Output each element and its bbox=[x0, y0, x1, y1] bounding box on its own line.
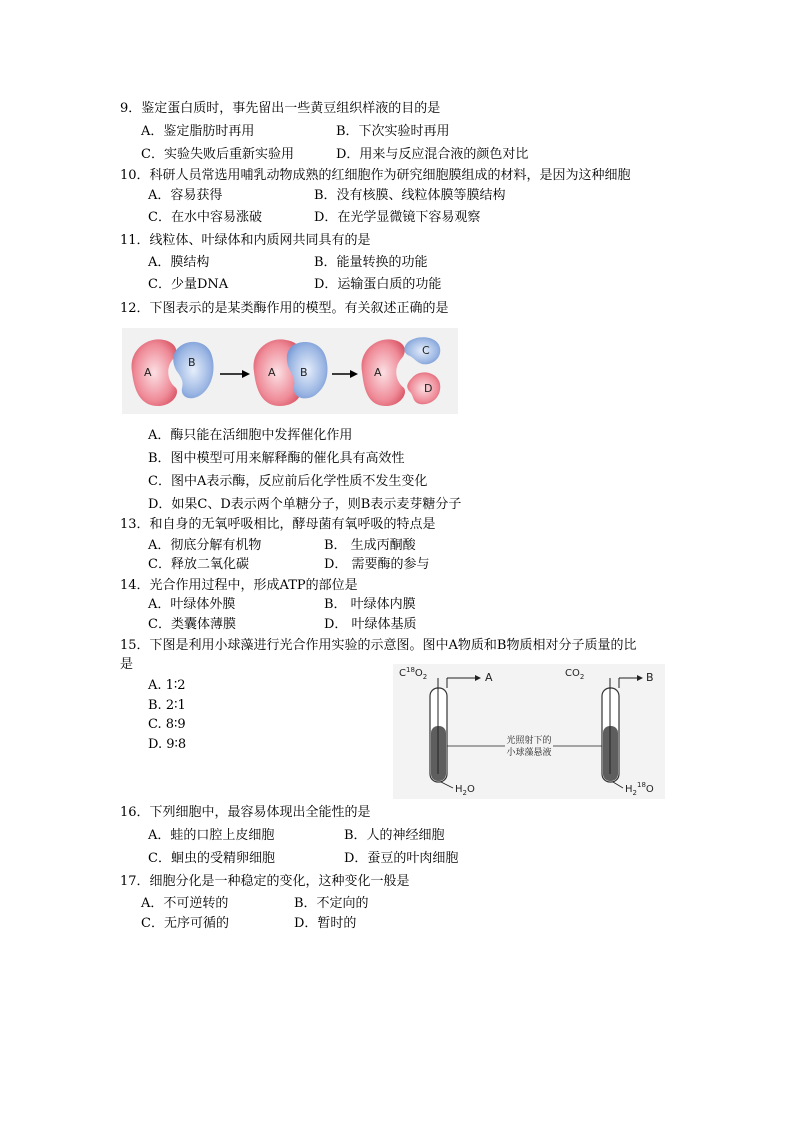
question-16-stem: 16．下列细胞中，最容易体现出全能性的是 bbox=[120, 805, 371, 820]
question-17-stem: 17．细胞分化是一种稳定的变化，这种变化一般是 bbox=[120, 874, 410, 889]
question-13-option-c: C．释放二氧化碳 bbox=[148, 557, 249, 572]
enzyme-model-figure bbox=[122, 328, 458, 414]
left-gas-label: $C^{18}O_2$ bbox=[399, 666, 428, 681]
question-16-option-d: D．蚕豆的叶肉细胞 bbox=[344, 851, 459, 866]
center-label-line1: 光照射下的 bbox=[506, 736, 552, 746]
question-16-option-c: C．蛔虫的受精卵细胞 bbox=[148, 851, 275, 866]
question-9-stem: 9．鉴定蛋白质时，事先留出一些黄豆组织样液的目的是 bbox=[120, 101, 441, 116]
question-9-option-d: D．用来与反应混合液的颜色对比 bbox=[336, 147, 529, 162]
left-water-label: $H_2O$ bbox=[455, 784, 475, 797]
right-gas-label: $CO_2$ bbox=[565, 668, 585, 681]
label-a-1: A bbox=[144, 366, 152, 379]
question-11-option-c: C．少量DNA bbox=[148, 277, 229, 292]
question-17-option-b: B．不定向的 bbox=[294, 896, 369, 911]
question-13-option-d: D． 需要酶的参与 bbox=[324, 557, 430, 572]
question-10-option-c: C．在水中容易涨破 bbox=[148, 210, 262, 225]
left-outlet-label: A bbox=[485, 671, 493, 684]
right-water-label: $H_2^{18}O$ bbox=[625, 781, 654, 797]
question-9-option-c: C．实验失败后重新实验用 bbox=[141, 147, 294, 162]
question-15-option-a: A. 1∶2 bbox=[148, 678, 186, 693]
question-14-stem: 14．光合作用过程中，形成ATP的部位是 bbox=[120, 578, 358, 593]
question-15-option-d: D. 9∶8 bbox=[148, 737, 187, 752]
question-10-option-a: A．容易获得 bbox=[148, 188, 223, 203]
question-15-option-c: C. 8∶9 bbox=[148, 717, 186, 732]
center-label-line2: 小球藻悬液 bbox=[506, 748, 552, 758]
label-c: C bbox=[422, 344, 430, 357]
label-a-2: A bbox=[268, 366, 276, 379]
question-12-option-d: D．如果C、D表示两个单糖分子，则B表示麦芽糖分子 bbox=[148, 497, 462, 512]
question-13-option-b: B． 生成丙酮酸 bbox=[324, 538, 416, 553]
question-10-stem: 10．科研人员常选用哺乳动物成熟的红细胞作为研究细胞膜组成的材料，是因为这种细胞 bbox=[120, 168, 631, 183]
question-14-option-a: A．叶绿体外膜 bbox=[148, 597, 236, 612]
question-12-option-b: B．图中模型可用来解释酶的催化具有高效性 bbox=[148, 451, 405, 466]
question-14-option-b: B． 叶绿体内膜 bbox=[324, 597, 416, 612]
question-12-option-c: C．图中A表示酶，反应前后化学性质不发生变化 bbox=[148, 474, 428, 489]
question-15-stem-line2: 是 bbox=[120, 657, 134, 672]
question-14-option-c: C．类囊体薄膜 bbox=[148, 617, 236, 632]
right-outlet-label: B bbox=[646, 671, 654, 684]
question-16-option-b: B．人的神经细胞 bbox=[344, 828, 445, 843]
label-b-2: B bbox=[300, 366, 308, 379]
question-15-option-b: B. 2∶1 bbox=[148, 698, 186, 713]
question-10-option-b: B．没有核膜、线粒体膜等膜结构 bbox=[314, 188, 506, 203]
question-17-option-d: D．暂时的 bbox=[294, 916, 357, 931]
question-17-option-a: A．不可逆转的 bbox=[141, 896, 229, 911]
question-15-stem-line1: 15．下图是利用小球藻进行光合作用实验的示意图。图中A物质和B物质相对分子质量的比 bbox=[120, 638, 637, 653]
question-14-option-d: D． 叶绿体基质 bbox=[324, 617, 417, 632]
question-13-option-a: A．彻底分解有机物 bbox=[148, 538, 262, 553]
question-9-option-a: A．鉴定脂肪时再用 bbox=[141, 124, 255, 139]
label-a-3: A bbox=[374, 366, 382, 379]
question-11-option-d: D．运输蛋白质的功能 bbox=[314, 277, 442, 292]
question-12-stem: 12．下图表示的是某类酶作用的模型。有关叙述正确的是 bbox=[120, 301, 449, 316]
question-16-option-a: A．蛙的口腔上皮细胞 bbox=[148, 828, 275, 843]
label-b-1: B bbox=[188, 356, 196, 369]
question-9-option-b: B．下次实验时再用 bbox=[336, 124, 450, 139]
label-d: D bbox=[424, 382, 433, 395]
chlorella-experiment-figure bbox=[393, 664, 665, 799]
question-11-stem: 11．线粒体、叶绿体和内质网共同具有的是 bbox=[120, 233, 371, 248]
question-11-option-a: A．膜结构 bbox=[148, 255, 210, 270]
question-17-option-c: C．无序可循的 bbox=[141, 916, 229, 931]
question-10-option-d: D．在光学显微镜下容易观察 bbox=[314, 210, 481, 225]
question-13-stem: 13．和自身的无氧呼吸相比，酵母菌有氧呼吸的特点是 bbox=[120, 517, 436, 532]
question-12-option-a: A．酶只能在活细胞中发挥催化作用 bbox=[148, 428, 353, 443]
question-11-option-b: B．能量转换的功能 bbox=[314, 255, 428, 270]
